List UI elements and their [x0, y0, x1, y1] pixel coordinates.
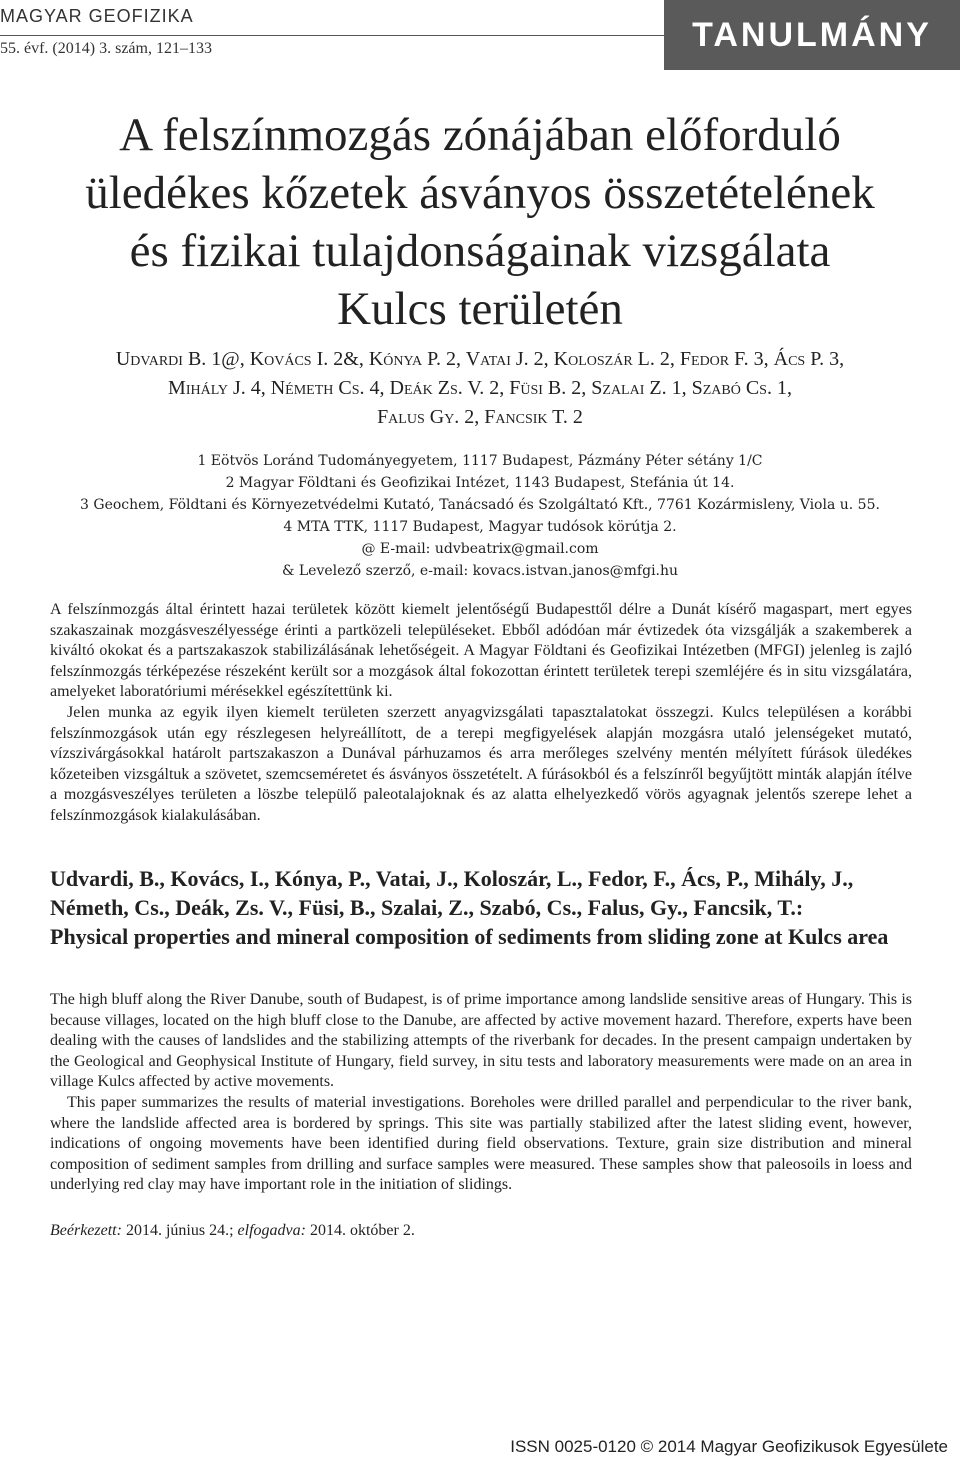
issue-info: 55. évf. (2014) 3. szám, 121–133 [0, 40, 212, 57]
article-type-badge: TANULMÁNY [664, 0, 960, 70]
affiliations [0, 450, 960, 582]
article-title [0, 106, 960, 338]
title-line: üledékes kőzetek ásványos összetételének [85, 167, 875, 219]
english-title: Physical properties and mineral composition of sediments from sliding zone at Kulcs area [50, 924, 889, 949]
affiliation-line: 1 Eötvös Loránd Tudományegyetem, 1117 Budapest, Pázmány Péter sétány 1/C [197, 453, 763, 469]
abstract-paragraph: Jelen munka az egyik ilyen kiemelt területen szerzett anyagvizsgálati tapasztalatokat összegzi. Kulcs településen a korábbi felszínmozgások után egy részlegesen helyreállított, de a terepi megfigyelések alapján mozgásra utaló jelenségeket mutató, vízszivárgásokkal határolt partszakaszon a Dunával párhuzamos és arra merőleges szelvény mentén mélyített fúrások üledékes kőzeteiben vizsgáltuk a szövetet, szemcseméretet és ásványos összetételt. A fúrásokból és a felszínről begyűjtött minták alapján ítélve a mozgásveszélyes területen a löszbe települő paleotalajoknak és az alatta elhelyezkedő vörös agyagnak jelentős szerepe lehet a felszínmozgások kialakulásában. [50, 703, 912, 824]
abstract-paragraph: A felszínmozgás által érintett hazai területek között kiemelt jelentőségű Budapesttől délre a Dunát kísérő magaspart, mert egyes szakaszainak mozgásveszélyessége érinti a partközeli településeket. Ebből adódóan már évtizedek óta vizsgálják a szakemberek a kiváltó okokat és a partszakaszok stabilizálásának lehetőségeit. A Magyar Földtani és Geofizikai Intézetben (MFGI) jelenleg is zajló felszínmozgás térképezése részeként került sor a mozgások által fokozottan érintett területek terepi szemléjére és in situ vizsgálatára, amelyeket laboratóriumi mérésekkel egészítettünk ki. [50, 601, 912, 701]
author-list [0, 345, 960, 432]
author-line: Mihály J. 4, Németh Cs. 4, Deák Zs. V. 2, Füsi B. 2, Szalai Z. 1, Szabó Cs. 1, [168, 377, 792, 399]
author-line: Falus Gy. 2, Fancsik T. 2 [377, 406, 583, 428]
abstract-hungarian [50, 600, 912, 827]
title-line: A felszínmozgás zónájában előforduló [119, 109, 841, 161]
title-line: Kulcs területén [337, 283, 623, 335]
copyright-footer: ISSN 0025-0120 © 2014 Magyar Geofizikusok Egyesülete [510, 1437, 948, 1456]
affiliation-line: @ E-mail: udvbeatrix@gmail.com [361, 541, 599, 557]
affiliation-line: 4 MTA TTK, 1117 Budapest, Magyar tudósok körútja 2. [283, 519, 677, 535]
accepted-date: 2014. október 2. [309, 1222, 415, 1239]
abstract-paragraph: This paper summarizes the results of material investigations. Boreholes were drilled parallel and perpendicular to the river bank, where the landslide affected area is bordered by springs. This site was partially stabilized after the latest sliding event, however, indications of ongoing movements have been identified during field observations. Texture, grain size distribution and mineral composition of sediment samples from drilling and surface samples were measured. These samples show that paleosoils in loess and underlying red clay may have important role in the initiation of slidings. [50, 1093, 912, 1194]
title-line: és fizikai tulajdonságainak vizsgálata [129, 225, 831, 277]
english-authors: Udvardi, B., Kovács, I., Kónya, P., Vatai, J., Koloszár, L., Fedor, F., Ács, P., Mihály, J., Németh, Cs., Deák, Zs. V., Füsi, B., Szalai, Z., Szabó, Cs., Falus, Gy., Fancsik, T.: [50, 866, 854, 920]
abstract-paragraph: The high bluff along the River Danube, south of Budapest, is of prime importance among landslide sensitive areas of Hungary. This is because villages, located on the high bluff close to the Danube, are affected by active movement hazard. Therefore, experts have been dealing with the causes of landslides and the stabilizing attempts of the riverbank for decades. In the present campaign undertaken by the Geological and Geophysical Institute of Hungary, field survey, in situ tests and laboratory measurements were made on an area in village Kulcs affected by active movements. [50, 991, 912, 1091]
journal-name: MAGYAR GEOFIZIKA [0, 6, 194, 26]
affiliation-line: 3 Geochem, Földtani és Környezetvédelmi Kutató, Tanácsadó és Szolgáltató Kft., 7761 Kozármisleny, Viola u. 55. [80, 497, 880, 513]
affiliation-line: 2 Magyar Földtani és Geofizikai Intézet, 1143 Budapest, Stefánia út 14. [225, 475, 735, 491]
english-heading [50, 864, 912, 951]
author-line: Udvardi B. 1@, Kovács I. 2&, Kónya P. 2, Vatai J. 2, Koloszár L. 2, Fedor F. 3, Ács P. 3, [115, 348, 845, 370]
received-dates [50, 1222, 415, 1240]
abstract-english [50, 990, 912, 1196]
received-label: Beérkezett: [50, 1222, 122, 1239]
received-date: 2014. június 24.; [125, 1222, 234, 1239]
header-rule [0, 35, 664, 36]
affiliation-line: & Levelező szerző, e-mail: kovacs.istvan.janos@mfgi.hu [281, 563, 679, 579]
accepted-label: elfogadva: [237, 1222, 306, 1239]
